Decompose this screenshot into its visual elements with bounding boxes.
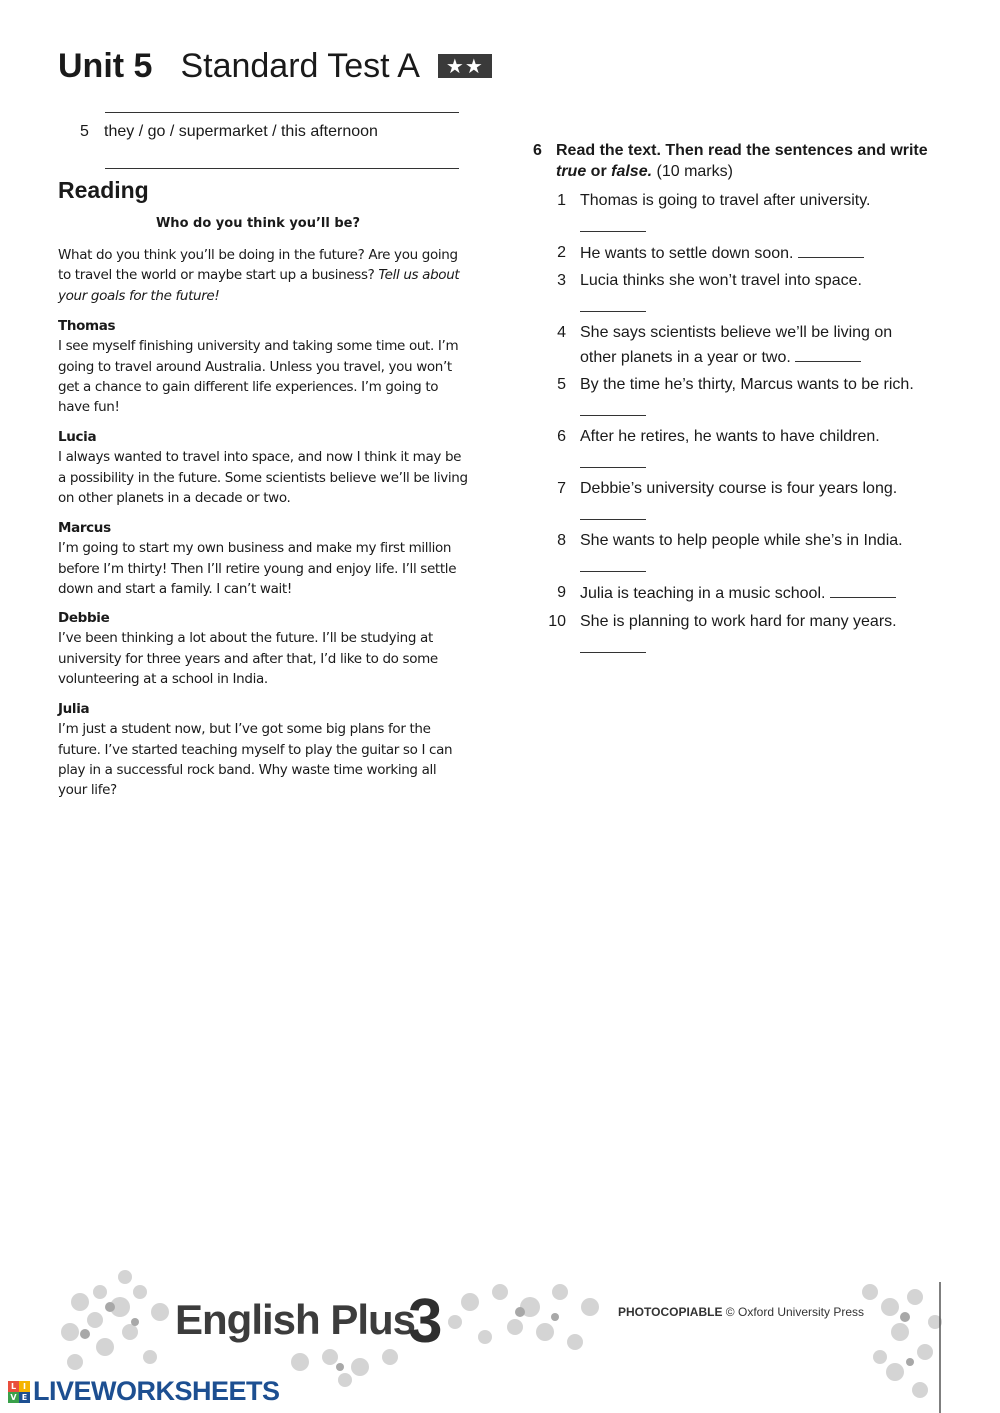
question-item <box>540 241 960 266</box>
exercise5-item <box>80 123 378 141</box>
question-text: She says scientists believe we’ll be living on other planets in a year or two. <box>580 324 893 366</box>
item-text: they / go / supermarket / this afternoon <box>104 123 378 140</box>
brand-logo-text: English Plus <box>175 1296 416 1343</box>
question-text: Debbie’s university course is four years long. <box>580 480 898 497</box>
person-name: Marcus <box>58 520 111 536</box>
task6-instructions <box>533 140 953 182</box>
answer-blank[interactable] <box>580 555 646 572</box>
question-number: 10 <box>548 613 566 630</box>
liveworksheets-logo[interactable] <box>8 1376 280 1407</box>
person-paragraph-lucia <box>58 427 468 508</box>
person-text: I’ve been thinking a lot about the future. I’ll be studying at university for three years and after that, I’d like to do some volunteering at a school in India. <box>58 630 438 687</box>
test-title: Standard Test A <box>180 46 420 85</box>
instruction-main: Read the text. Then read the sentences and write <box>556 142 928 159</box>
answer-blank[interactable] <box>580 451 646 468</box>
person-name: Julia <box>58 701 90 717</box>
copyright-notice <box>618 1305 864 1319</box>
question-item <box>540 529 960 572</box>
unit-label: Unit 5 <box>58 46 153 85</box>
answer-blank[interactable] <box>798 241 864 258</box>
instruction-marks: (10 marks) <box>652 163 733 180</box>
question-item <box>540 610 960 653</box>
question-item <box>540 373 960 416</box>
answer-blank[interactable] <box>830 581 896 598</box>
question-number: 9 <box>557 584 566 601</box>
instruction-or: or <box>586 163 612 180</box>
intro-text: What do you think you’ll be doing in the future? Are you going to travel the world or maybe start up a business? <box>58 247 458 284</box>
question-text: She is planning to work hard for many years. <box>580 613 897 630</box>
person-paragraph-debbie <box>58 608 468 689</box>
person-paragraph-julia <box>58 699 468 800</box>
answer-blank[interactable] <box>580 295 646 312</box>
person-text: I’m just a student now, but I’ve got some big plans for the future. I’ve started teaching myself to play the guitar so I can play in a successful rock band. Why waste time working all your life? <box>58 721 453 799</box>
task-instruction-text <box>556 140 953 182</box>
difficulty-stars-badge: ★★ <box>438 54 492 78</box>
question-text: By the time he’s thirty, Marcus wants to be rich. <box>580 376 914 393</box>
liveworksheets-wordmark: LIVEWORKSHEETS <box>33 1376 280 1406</box>
person-text: I’m going to start my own business and make my first million before I’m thirty! Then I’ll retire young and enjoy life. I’ll settle down and start a family. I can’t wait! <box>58 540 457 597</box>
question-item <box>540 269 960 312</box>
question-number: 4 <box>557 324 566 341</box>
intro-italic-text: Tell us about your goals for the future! <box>58 267 460 304</box>
question-number: 8 <box>557 532 566 549</box>
item-number: 5 <box>80 123 89 140</box>
answer-line[interactable] <box>105 112 459 113</box>
person-name: Lucia <box>58 429 97 445</box>
intro-paragraph <box>58 245 468 306</box>
question-item <box>540 425 960 468</box>
instruction-true: true <box>556 163 587 180</box>
page-header <box>58 44 492 88</box>
text-title: Who do you think you’ll be? <box>155 216 361 231</box>
question-text: He wants to settle down soon. <box>580 245 794 262</box>
person-name: Debbie <box>58 610 110 626</box>
copyright-text: © Oxford University Press <box>722 1305 865 1319</box>
answer-blank[interactable] <box>580 636 646 653</box>
question-item <box>540 321 960 370</box>
question-text: Julia is teaching in a music school. <box>580 585 826 602</box>
question-number: 7 <box>557 480 566 497</box>
question-text: She wants to help people while she’s in India. <box>580 532 903 549</box>
question-item <box>540 581 960 606</box>
question-number: 3 <box>557 272 566 289</box>
question-number: 6 <box>557 428 566 445</box>
photocopiable-label: PHOTOCOPIABLE <box>618 1305 723 1319</box>
brand-logo-number: 3 <box>408 1287 443 1356</box>
reading-heading: Reading <box>58 177 149 203</box>
answer-blank[interactable] <box>580 399 646 416</box>
person-name: Thomas <box>58 318 116 334</box>
answer-blank[interactable] <box>580 215 646 232</box>
instruction-false: false. <box>611 163 653 180</box>
question-number: 1 <box>557 192 566 209</box>
person-text: I always wanted to travel into space, and now I think it may be a possibility in the future. Some scientists believe we’ll be living on other planets in a decade or two. <box>58 449 468 506</box>
person-text: I see myself finishing university and taking some time out. I’m going to travel around Australia. Unless you travel, you won’t get a chance to gain different life experiences. I’m going to have fun! <box>58 338 459 416</box>
answer-line[interactable] <box>105 168 459 169</box>
question-item <box>540 477 960 520</box>
question-item <box>540 189 960 232</box>
answer-blank[interactable] <box>580 503 646 520</box>
question-text: Lucia thinks she won’t travel into space. <box>580 272 862 289</box>
task-number: 6 <box>533 142 542 159</box>
question-text: After he retires, he wants to have children. <box>580 428 880 445</box>
person-paragraph-thomas <box>58 316 468 417</box>
question-number: 2 <box>557 244 566 261</box>
person-paragraph-marcus <box>58 518 468 599</box>
question-text: Thomas is going to travel after university. <box>580 192 871 209</box>
question-number: 5 <box>557 376 566 393</box>
liveworksheets-icon: L I V E <box>8 1381 30 1403</box>
answer-blank[interactable] <box>795 345 861 362</box>
